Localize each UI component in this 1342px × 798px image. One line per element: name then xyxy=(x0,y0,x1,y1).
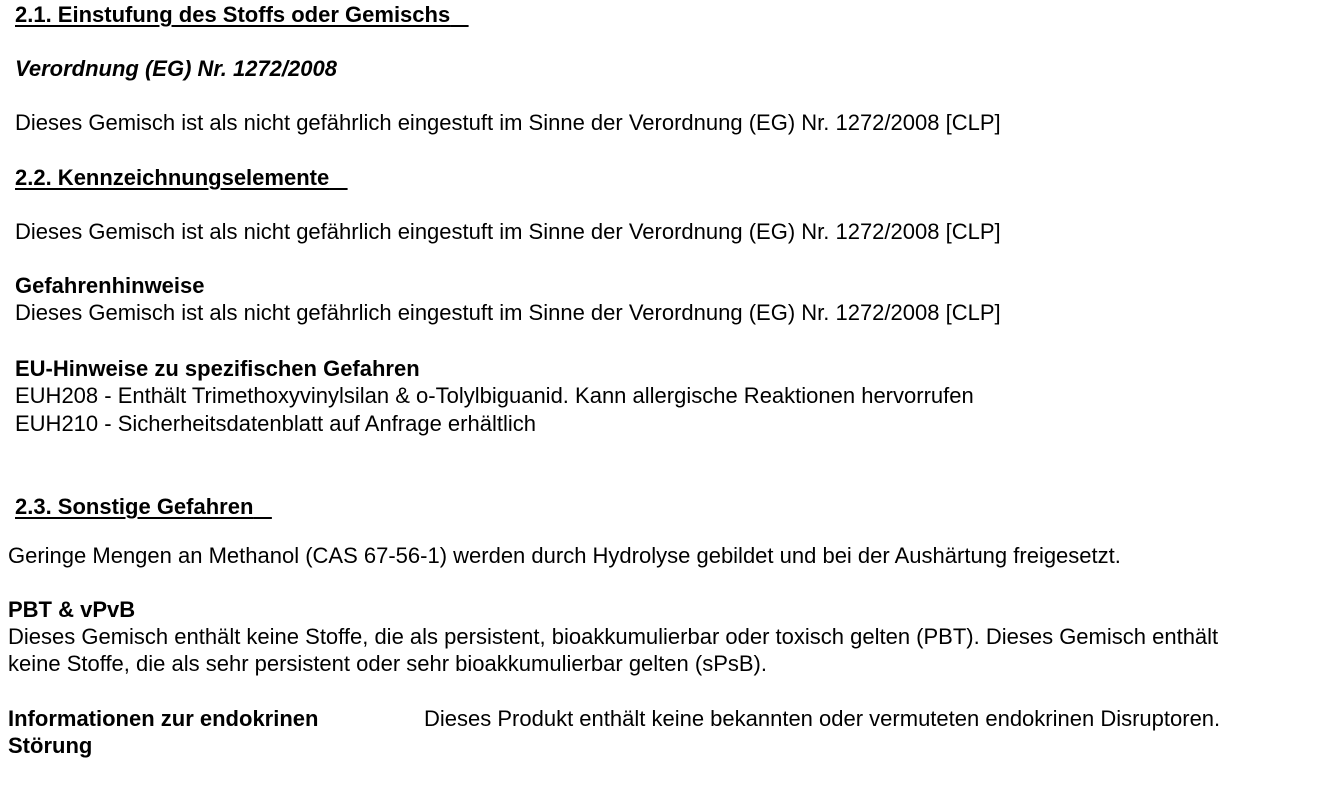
hazard-statements-text: Dieses Gemisch ist als nicht gefährlich eingestuft im Sinne der Verordnung (EG) Nr. 1272/2008 [CLP] xyxy=(15,300,1001,325)
hazard-statements-title: Gefahrenhinweise xyxy=(15,273,205,298)
eu-hazard-line-euh210: EUH210 - Sicherheitsdatenblatt auf Anfrage erhältlich xyxy=(15,411,536,436)
regulation-title: Verordnung (EG) Nr. 1272/2008 xyxy=(15,56,337,81)
endocrine-label-line-1: Informationen zur endokrinen xyxy=(8,706,319,731)
classification-statement: Dieses Gemisch ist als nicht gefährlich eingestuft im Sinne der Verordnung (EG) Nr. 1272/2008 [CLP] xyxy=(15,110,1001,135)
pbt-text-line-2: keine Stoffe, die als sehr persistent oder sehr bioakkumulierbar gelten (sPsB). xyxy=(8,651,767,676)
endocrine-label-line-2: Störung xyxy=(8,733,93,758)
labelling-statement: Dieses Gemisch ist als nicht gefährlich eingestuft im Sinne der Verordnung (EG) Nr. 1272/2008 [CLP] xyxy=(15,219,1001,244)
endocrine-text: Dieses Produkt enthält keine bekannten oder vermuteten endokrinen Disruptoren. xyxy=(424,706,1221,731)
section-2-3-heading: 2.3. Sonstige Gefahren xyxy=(15,494,254,519)
eu-hazard-line-euh208: EUH208 - Enthält Trimethoxyvinylsilan & o-Tolylbiguanid. Kann allergische Reaktionen hervorrufen xyxy=(15,383,974,408)
eu-hazards-title: EU-Hinweise zu spezifischen Gefahren xyxy=(15,356,420,381)
section-2-2-heading: 2.2. Kennzeichnungselemente xyxy=(15,165,330,190)
section-2-1-heading: 2.1. Einstufung des Stoffs oder Gemischs xyxy=(15,2,451,27)
methanol-note: Geringe Mengen an Methanol (CAS 67-56-1) werden durch Hydrolyse gebildet und bei der Aushärtung freigesetzt. xyxy=(8,543,1121,568)
pbt-text-line-1: Dieses Gemisch enthält keine Stoffe, die als persistent, bioakkumulierbar oder toxisch gelten (PBT). Dieses Gemisch enthält xyxy=(8,624,1219,649)
pbt-title: PBT & vPvB xyxy=(8,597,136,622)
